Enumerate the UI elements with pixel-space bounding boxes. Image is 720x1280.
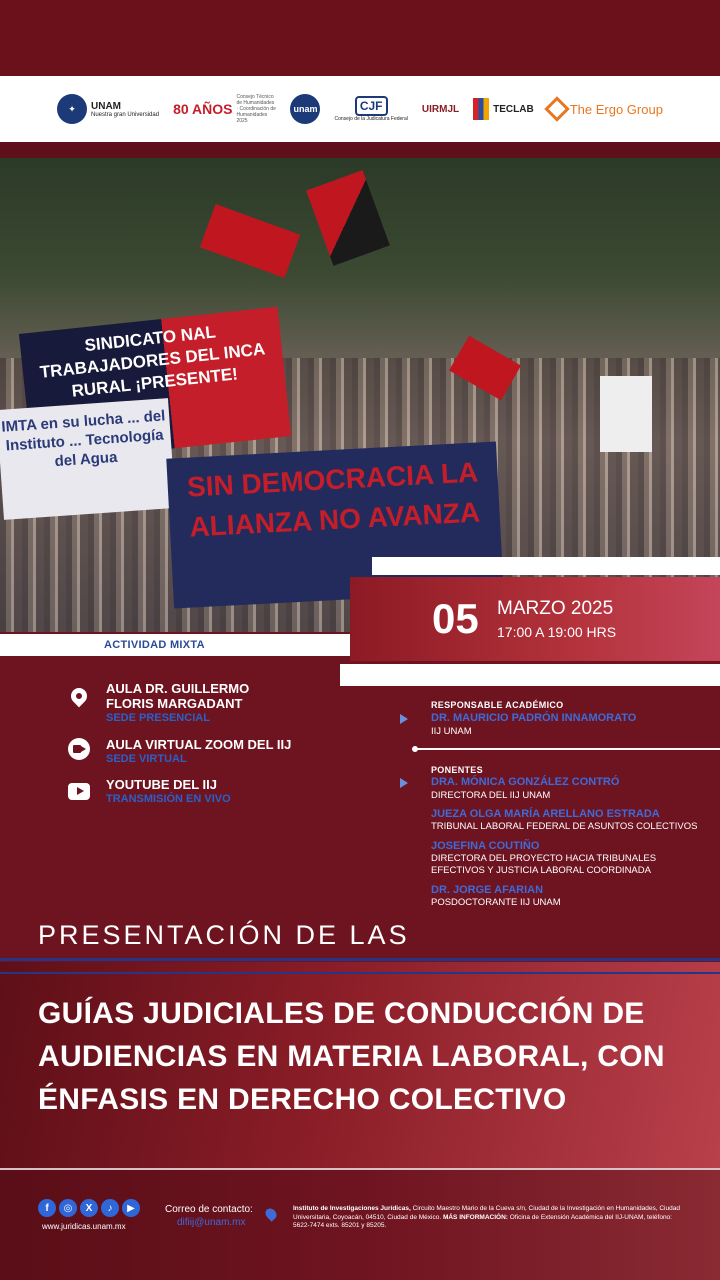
arrow-icon (400, 714, 408, 724)
tiktok-icon[interactable]: ♪ (101, 1199, 119, 1217)
academic-name: DR. MAURICIO PADRÓN INNAMORATO (431, 712, 637, 724)
top-band (0, 0, 720, 76)
venue-presencial: AULA DR. GUILLERMO FLORIS MARGADANT SEDE PRESENCIAL (68, 681, 368, 721)
blue-rule (0, 972, 720, 974)
youtube-icon (68, 783, 90, 800)
section-divider (414, 748, 720, 750)
red-flag (200, 204, 300, 278)
social-links (38, 1199, 140, 1217)
teclab-icon (473, 98, 489, 120)
accent-bar (372, 557, 720, 575)
speaker-role: DIRECTORA DEL IIJ UNAM (431, 790, 551, 801)
venue-virtual: AULA VIRTUAL ZOOM DEL IIJ SEDE VIRTUAL (68, 737, 368, 767)
modality-strip (0, 634, 350, 656)
event-month-year: MARZO 2025 (497, 598, 614, 619)
humanidades-80-logo: 80 AÑOS Consejo Técnico de Humanidades · Coordinación de Humanidades 2025 (173, 94, 276, 124)
speaker-role: DIRECTORA DEL PROYECTO HACIA TRIBUNALES EFECTIVOS Y JUSTICIA LABORAL COORDINADA (431, 853, 657, 876)
speakers-label: PONENTES (431, 765, 483, 775)
unam-seal-icon: unam (290, 94, 320, 124)
unam-shield-icon: ✦ (57, 94, 87, 124)
red-black-flag (306, 170, 390, 266)
contact-email[interactable]: difiij@unam.mx (177, 1217, 246, 1228)
video-camera-icon (68, 738, 90, 760)
logo-bar (0, 76, 720, 142)
ergo-group-logo: The Ergo Group (548, 100, 663, 118)
speaker-name: DR. JORGE AFARIAN (431, 884, 544, 896)
union-banner: SINDICATO NAL TRABAJADORES DEL INCA RURAL ¡PRESENTE! (19, 307, 291, 463)
teclab-logo: TECLAB (473, 98, 534, 120)
democracy-banner: SIN DEMOCRACIA LA ALIANZA NO AVANZA (166, 441, 503, 608)
facebook-icon[interactable]: f (38, 1199, 56, 1217)
speaker-role: TRIBUNAL LABORAL FEDERAL DE ASUNTOS COLECTIVOS (431, 821, 698, 832)
arrow-icon (400, 778, 408, 788)
sub-band (0, 142, 720, 158)
event-time: 17:00 A 19:00 HRS (497, 624, 617, 640)
main-title: GUÍAS JUDICIALES DE CONDUCCIÓN DE AUDIENCIAS EN MATERIA LABORAL, CON ÉNFASIS EN DERECHO COLECTIVO (38, 997, 665, 1116)
protest-sign (600, 376, 652, 452)
academic-label: RESPONSABLE ACADÉMICO (431, 700, 564, 710)
location-pin-icon (68, 685, 91, 708)
blue-rule (0, 958, 720, 961)
presentation-subtitle: PRESENTACIÓN DE LAS (38, 920, 410, 950)
unam-logo: ✦ UNAM Nuestra gran Universidad (57, 94, 159, 124)
speaker-name: JUEZA OLGA MARÍA ARELLANO ESTRADA (431, 808, 660, 820)
ergo-diamond-icon (544, 96, 569, 121)
uirmjl-logo: UIRMJL (421, 103, 460, 115)
speaker-name: DRA. MÓNICA GONZÁLEZ CONTRÓ (431, 776, 620, 788)
website-link[interactable]: www.juridicas.unam.mx (42, 1222, 126, 1231)
accent-bar (340, 664, 720, 686)
cjf-logo: CJF Consejo de la Judicatura Federal (334, 96, 407, 122)
venue-youtube: YOUTUBE DEL IIJ TRANSMISIÓN EN VIVO (68, 777, 368, 807)
modality-label: ACTIVIDAD MIXTA (104, 639, 205, 651)
contact-label: Correo de contacto: (165, 1204, 253, 1215)
academic-role: IIJ UNAM (431, 726, 472, 737)
event-day: 05 (432, 595, 479, 642)
x-twitter-icon[interactable]: X (80, 1199, 98, 1217)
instagram-icon[interactable]: ◎ (59, 1199, 77, 1217)
imta-banner: IMTA en su lucha ... del Instituto ... Tecnología del Agua (0, 398, 176, 520)
speaker-role: POSDOCTORANTE IIJ UNAM (431, 897, 561, 908)
youtube-social-icon[interactable]: ▶ (122, 1199, 140, 1217)
unam-seal-logo (290, 94, 320, 124)
institute-address: Instituto de Investigaciones Jurídicas, Circuito Maestro Mario de la Cueva s/n, Ciudad de la Investigación en Humanidades, Ciudad Universitaria, Coyoacán, 04510, Ciudad de México. MÁS INFORMACIÓN: Oficina de Extensión Académica del IIJ-UNAM, teléfono: 5622-7474 exts. 85201 y 85205. (293, 1205, 680, 1229)
speaker-name: JOSEFINA COUTIÑO (431, 840, 540, 852)
cjf-icon: CJF (355, 96, 388, 116)
